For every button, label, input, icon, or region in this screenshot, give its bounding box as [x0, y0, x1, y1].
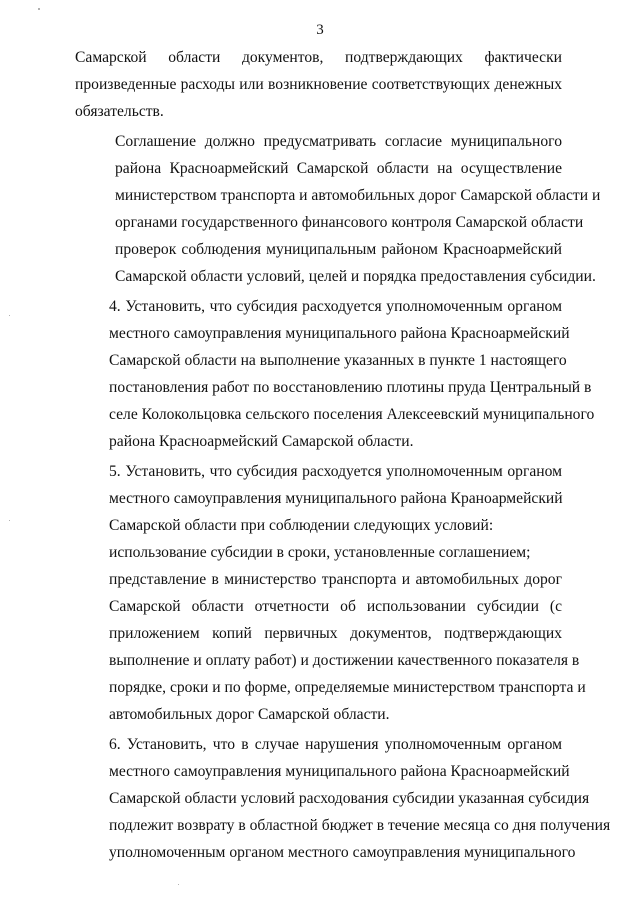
- text-line: Самарской области документов, подтверждающих фактически: [75, 49, 562, 66]
- text-line: Самарской области условий, целей и порядка предоставления субсидии.: [115, 268, 596, 285]
- scan-speck: [38, 8, 40, 10]
- paragraph-item-6: [75, 731, 611, 866]
- text-line: произведенные расходы или возникновение соответствующих денежных: [75, 76, 562, 93]
- text-line: подлежит возврату в областной бюджет в течение месяца со дня получения: [109, 817, 611, 834]
- paragraph-agreement: [75, 128, 601, 290]
- text-line: района Красноармейский Самарской области.: [109, 433, 414, 450]
- text-line: 6. Установить, что в случае нарушения уполномоченным органом: [109, 736, 562, 753]
- text-line: порядке, сроки и по форме, определяемые министерством транспорта и: [109, 679, 586, 696]
- text-line: Самарской области при соблюдении следующих условий:: [109, 517, 494, 534]
- text-line: Соглашение должно предусматривать согласие муниципального: [115, 133, 562, 150]
- text-line: местного самоуправления муниципального района Краноармейский: [109, 490, 563, 507]
- text-line: 4. Установить, что субсидия расходуется уполномоченным органом: [109, 298, 562, 315]
- paragraph-item-5: [75, 458, 562, 539]
- text-line: министерством транспорта и автомобильных дорог Самарской области и: [115, 187, 601, 204]
- text-line: Самарской области отчетности об использовании субсидии (с: [109, 598, 562, 615]
- text-line: Самарской области на выполнение указанных в пункте 1 настоящего: [109, 352, 567, 369]
- scan-speck: [178, 884, 179, 885]
- text-line: приложением копий первичных документов, подтверждающих: [109, 625, 562, 642]
- scan-speck: [9, 520, 10, 521]
- text-line: представление в министерство транспорта и автомобильных дорог: [109, 571, 562, 588]
- text-line: проверок соблюдения муниципальным районом Красноармейский: [115, 241, 562, 258]
- paragraph-continuation: [75, 44, 562, 125]
- text-line: использование субсидии в сроки, установленные соглашением;: [109, 544, 531, 561]
- page-number: 3: [316, 22, 324, 38]
- text-line: автомобильных дорог Самарской области.: [109, 706, 390, 723]
- paragraph-item-4: [75, 293, 595, 455]
- paragraph-condition-1: [75, 539, 562, 566]
- text-line: обязательств.: [75, 103, 164, 120]
- text-line: местного самоуправления муниципального района Красноармейский: [109, 325, 570, 342]
- text-line: района Красноармейский Самарской области на осуществление: [115, 160, 562, 177]
- document-body: [75, 44, 611, 866]
- text-line: селе Колокольцовка сельского поселения Алексеевский муниципального: [109, 406, 595, 423]
- text-line: местного самоуправления муниципального района Красноармейский: [109, 763, 570, 780]
- text-line: постановления работ по восстановлению плотины пруда Центральный в: [109, 379, 592, 396]
- text-line: выполнение и оплату работ) и достижении качественного показателя в: [109, 652, 580, 669]
- text-line: органами государственного финансового контроля Самарской области: [115, 214, 584, 231]
- text-line: 5. Установить, что субсидия расходуется уполномоченным органом: [109, 463, 562, 480]
- text-line: Самарской области условий расходования субсидии указанная субсидия: [109, 790, 590, 807]
- paragraph-condition-2: [75, 566, 586, 728]
- text-line: уполномоченным органом местного самоуправления муниципального: [109, 844, 576, 861]
- scan-speck: [9, 315, 10, 316]
